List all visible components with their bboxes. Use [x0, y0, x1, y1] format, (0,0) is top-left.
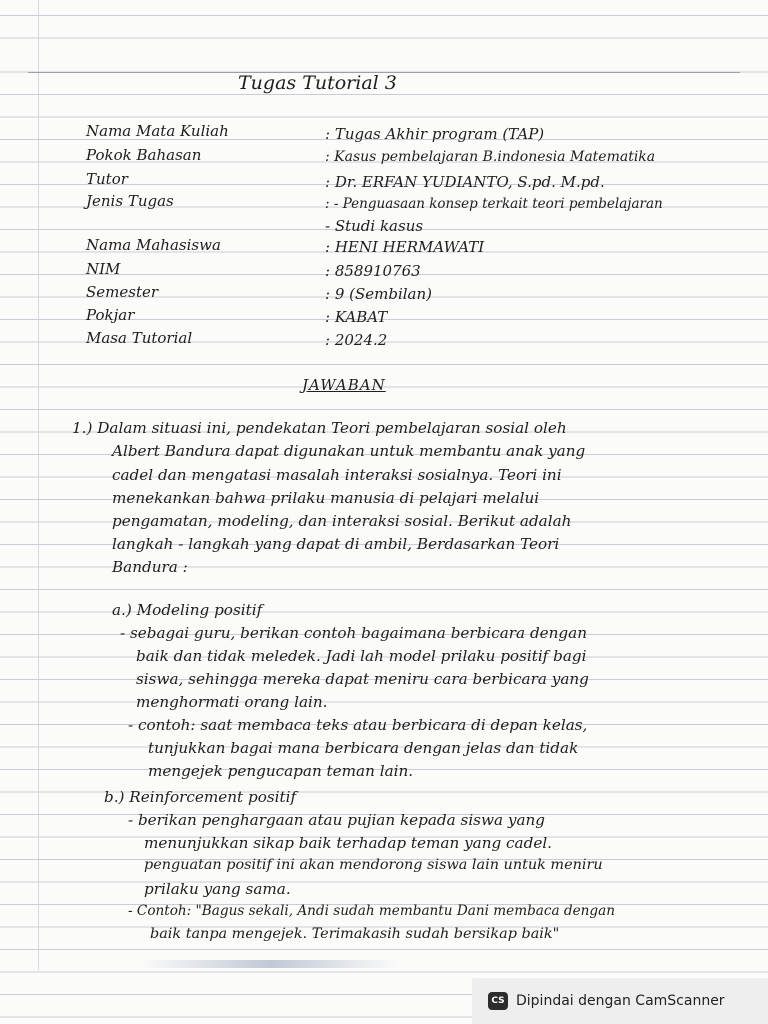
field-label-jenis-tugas: Jenis Tugas [86, 192, 174, 210]
answer-line: baik tanpa mengejek. Terimakasih sudah bersikap baik" [150, 926, 560, 942]
field-value-jenis-tugas: : - Penguasaan konsep terkait teori pembelajaran [325, 196, 663, 212]
field-label-mata-kuliah: Nama Mata Kuliah [86, 122, 229, 140]
margin-line [38, 0, 39, 970]
answer-line: 1.) Dalam situasi ini, pendekatan Teori pembelajaran sosial oleh [72, 419, 567, 437]
field-label-masa-tutorial: Masa Tutorial [86, 329, 193, 347]
field-value-masa-tutorial: : 2024.2 [325, 331, 388, 349]
field-label-tutor: Tutor [86, 170, 128, 188]
answer-line: penguatan positif ini akan mendorong siswa lain untuk meniru [144, 857, 603, 873]
field-label-pokok-bahasan: Pokok Bahasan [86, 146, 202, 164]
field-value-pokok-bahasan: : Kasus pembelajaran B.indonesia Matematika [325, 149, 656, 165]
answer-line: menunjukkan sikap baik terhadap teman yang cadel. [144, 834, 553, 852]
camscanner-watermark [472, 978, 768, 1024]
subheading-reinforcement: b.) Reinforcement positif [104, 788, 297, 806]
answer-line: tunjukkan bagai mana berbicara dengan jelas dan tidak [148, 739, 579, 757]
scan-smudge [140, 960, 400, 968]
answer-line: menghormati orang lain. [136, 693, 328, 711]
field-label-nama-mahasiswa: Nama Mahasiswa [86, 236, 221, 254]
answer-line: Bandura : [112, 558, 188, 576]
field-value-semester: : 9 (Sembilan) [325, 285, 433, 303]
answer-line: - sebagai guru, berikan contoh bagaimana berbicara dengan [120, 624, 587, 642]
subheading-modeling: a.) Modeling positif [112, 601, 263, 619]
answer-heading: JAWABAN [302, 376, 386, 394]
field-value-nim: : 858910763 [325, 262, 421, 280]
camscanner-label: Dipindai dengan CamScanner [516, 993, 725, 1009]
answer-line: langkah - langkah yang dapat di ambil, Berdasarkan Teori [112, 535, 560, 553]
answer-line: Albert Bandura dapat digunakan untuk membantu anak yang [112, 442, 586, 460]
field-value-nama-mahasiswa: : HENI HERMAWATI [325, 238, 485, 256]
answer-line: mengejek pengucapan teman lain. [148, 762, 414, 780]
field-value-pokjar: : KABAT [325, 308, 388, 326]
field-value-jenis-tugas-2: - Studi kasus [325, 217, 424, 235]
field-label-pokjar: Pokjar [86, 306, 135, 324]
answer-line: baik dan tidak meledek. Jadi lah model prilaku positif bagi [136, 647, 587, 665]
answer-line: prilaku yang sama. [144, 880, 291, 898]
answer-line: siswa, sehingga mereka dapat meniru cara berbicara yang [136, 670, 589, 688]
field-label-nim: NIM [86, 260, 121, 278]
answer-line: cadel dan mengatasi masalah interaksi sosialnya. Teori ini [112, 466, 562, 484]
answer-line: - Contoh: "Bagus sekali, Andi sudah membantu Dani membaca dengan [128, 903, 615, 919]
field-value-mata-kuliah: : Tugas Akhir program (TAP) [325, 125, 545, 143]
field-value-tutor: : Dr. ERFAN YUDIANTO, S.pd. M.pd. [325, 173, 605, 191]
answer-line: - berikan penghargaan atau pujian kepada siswa yang [128, 811, 545, 829]
answer-line: - contoh: saat membaca teks atau berbicara di depan kelas, [128, 716, 588, 734]
assignment-title: Tugas Tutorial 3 [238, 72, 397, 94]
answer-line: pengamatan, modeling, dan interaksi sosial. Berikut adalah [112, 512, 572, 530]
field-label-semester: Semester [86, 283, 159, 301]
camscanner-logo-icon: CS [488, 992, 508, 1010]
answer-line: menekankan bahwa prilaku manusia di pelajari melalui [112, 489, 540, 507]
